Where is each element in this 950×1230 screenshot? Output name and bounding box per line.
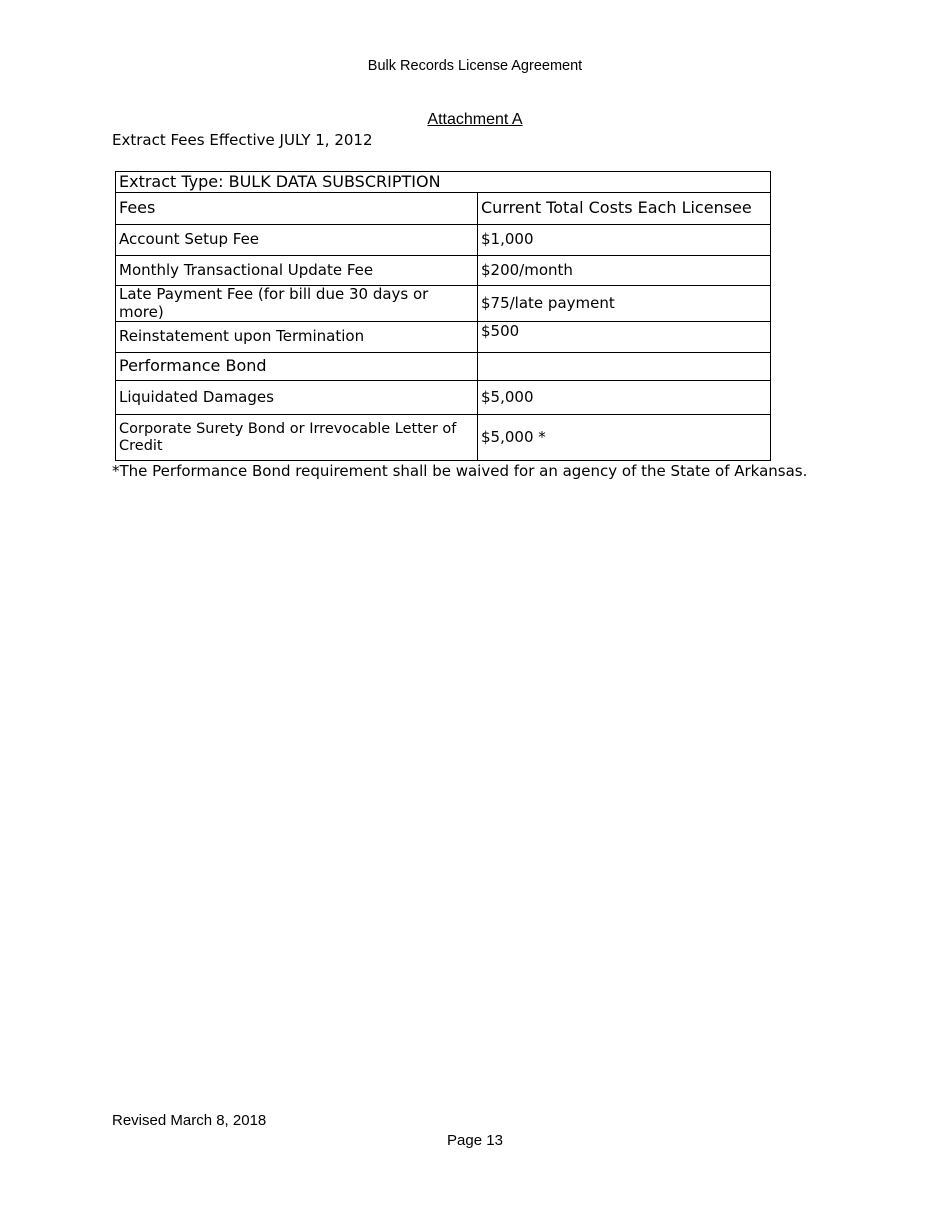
attachment-title-text: Attachment A [427, 111, 523, 128]
fee-name: Reinstatement upon Termination [116, 322, 478, 353]
fee-cost [478, 353, 771, 381]
fee-name: Corporate Surety Bond or Irrevocable Letter of Credit [116, 415, 478, 461]
table-row [116, 353, 771, 381]
fee-cost: $500 [478, 322, 771, 353]
header-current-total-costs: Current Total Costs Each Licensee [478, 193, 771, 225]
fee-cost: $200/month [478, 256, 771, 286]
fee-cost: $5,000 * [478, 415, 771, 461]
fee-name: Account Setup Fee [116, 225, 478, 256]
table-row [116, 381, 771, 415]
fee-cost: $75/late payment [478, 286, 771, 322]
fee-schedule-table [115, 171, 771, 461]
table-row [116, 225, 771, 256]
table-row [116, 322, 771, 353]
header-fees: Fees [116, 193, 478, 225]
table-title: Extract Type: BULK DATA SUBSCRIPTION [116, 172, 771, 193]
fee-name: Monthly Transactional Update Fee [116, 256, 478, 286]
effective-date-line: Extract Fees Effective JULY 1, 2012 [112, 131, 373, 149]
fee-cost: $1,000 [478, 225, 771, 256]
fee-name: Liquidated Damages [116, 381, 478, 415]
table-title-row [116, 172, 771, 193]
page-number: Page 13 [447, 1132, 503, 1149]
table-row [116, 256, 771, 286]
attachment-title [0, 111, 950, 129]
revised-date: Revised March 8, 2018 [112, 1112, 267, 1129]
fee-name: Late Payment Fee (for bill due 30 days or more) [116, 286, 478, 322]
fee-cost: $5,000 [478, 381, 771, 415]
footnote: *The Performance Bond requirement shall be waived for an agency of the State of Arkansas. [112, 462, 808, 480]
section-label-performance-bond: Performance Bond [116, 353, 478, 381]
table-row [116, 286, 771, 322]
table-header-row [116, 193, 771, 225]
table-row [116, 415, 771, 461]
running-header: Bulk Records License Agreement [367, 58, 583, 74]
